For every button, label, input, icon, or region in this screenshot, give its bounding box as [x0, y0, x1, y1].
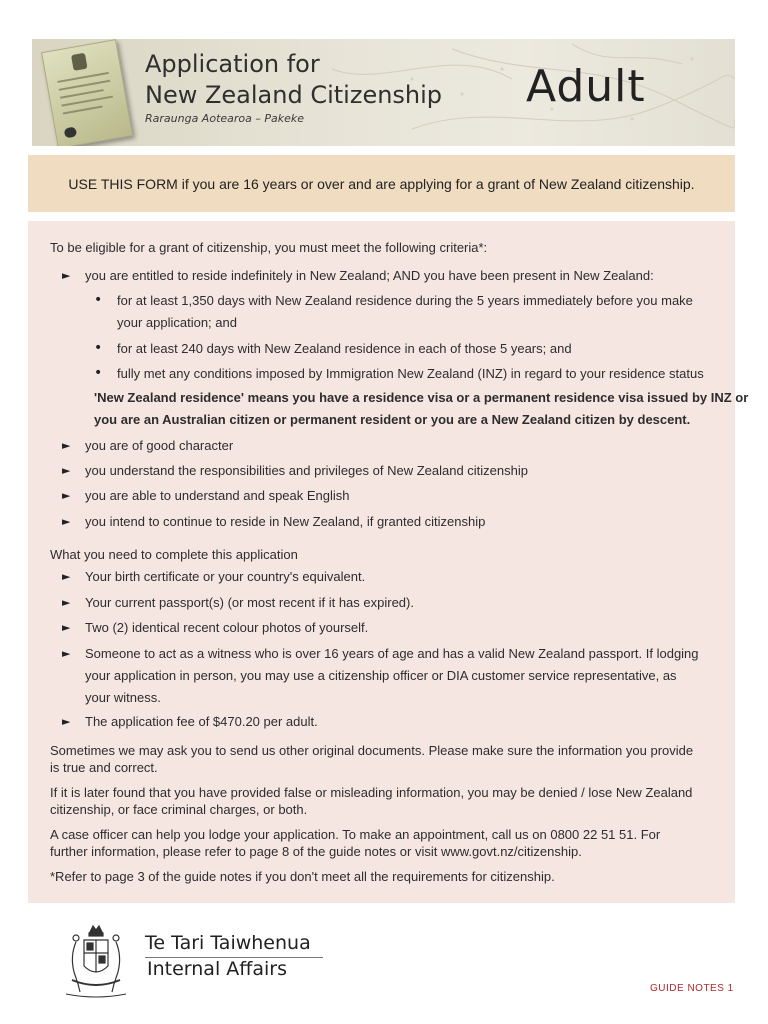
- page-label: GUIDE NOTES 1: [650, 983, 734, 994]
- triangle-right-icon: ►: [62, 464, 71, 477]
- usage-banner-text: USE THIS FORM if you are 16 years or over and are applying for a grant of New Zealand citizenship.: [68, 175, 695, 192]
- eligibility-subitem: for at least 240 days with New Zealand residence in each of those 5 years; and: [117, 341, 572, 356]
- requirement-item-cont: your witness.: [85, 690, 161, 705]
- form-header: [32, 39, 735, 146]
- form-type-label: Adult: [526, 61, 646, 112]
- triangle-right-icon: ►: [62, 570, 71, 583]
- triangle-right-icon: ►: [62, 715, 71, 728]
- triangle-right-icon: ►: [62, 515, 71, 528]
- note-paragraph: Sometimes we may ask you to send us other original documents. Please make sure the information you provide: [50, 743, 694, 758]
- note-paragraph: If it is later found that you have provided false or misleading information, you may be denied / lose New Zealand: [50, 785, 693, 800]
- footnote: *Refer to page 3 of the guide notes if you don't meet all the requirements for citizenship.: [50, 869, 555, 884]
- dot-icon: •: [94, 365, 103, 381]
- eligibility-item: you understand the responsibilities and privileges of New Zealand citizenship: [85, 463, 528, 478]
- usage-banner: [28, 155, 735, 212]
- residence-definition: 'New Zealand residence' means you have a residence visa or a permanent residence visa issued by INZ or: [94, 390, 749, 405]
- dot-icon: •: [94, 340, 103, 356]
- requirement-item: The application fee of $470.20 per adult.: [85, 714, 318, 729]
- residence-definition-cont: you are an Australian citizen or permanent resident or you are a New Zealand citizen by descent.: [94, 412, 691, 427]
- triangle-right-icon: ►: [62, 621, 71, 634]
- title-line-1: Application for: [145, 50, 320, 78]
- note-paragraph-cont: citizenship, or face criminal charges, or both.: [50, 802, 308, 817]
- requirements-heading: What you need to complete this application: [50, 547, 298, 562]
- eligibility-item: you intend to continue to reside in New Zealand, if granted citizenship: [85, 514, 486, 529]
- requirement-item: Your current passport(s) (or most recent if it has expired).: [85, 595, 414, 610]
- note-paragraph-cont: is true and correct.: [50, 760, 158, 775]
- dot-icon: •: [94, 292, 103, 308]
- requirement-item: Someone to act as a witness who is over 16 years of age and has a valid New Zealand passport. If lodging: [85, 646, 699, 661]
- requirement-item: Two (2) identical recent colour photos of yourself.: [85, 620, 369, 635]
- title-line-2: New Zealand Citizenship: [145, 81, 443, 109]
- eligibility-item: you are of good character: [85, 438, 234, 453]
- note-paragraph-cont: further information, please refer to page 8 of the guide notes or visit www.govt.nz/citizenship.: [50, 844, 582, 859]
- eligibility-subitem: for at least 1,350 days with New Zealand residence during the 5 years immediately before you make: [117, 293, 693, 308]
- page-title: [145, 49, 442, 111]
- org-name-maori: Te Tari Taiwhenua: [145, 932, 311, 954]
- eligibility-subitem-cont: your application; and: [117, 315, 237, 330]
- org-name-english: Internal Affairs: [147, 958, 287, 980]
- eligibility-item: you are able to understand and speak English: [85, 488, 350, 503]
- triangle-right-icon: ►: [62, 439, 71, 452]
- eligibility-item: you are entitled to reside indefinitely in New Zealand; AND you have been present in New Zealand:: [85, 268, 654, 283]
- coat-of-arms-icon: [56, 922, 136, 1000]
- note-paragraph: A case officer can help you lodge your application. To make an appointment, call us on 0800 22 51 51. For: [50, 827, 661, 842]
- requirement-item-cont: your application in person, you may use a citizenship officer or DIA customer service representative, as: [85, 668, 677, 683]
- eligibility-subitem: fully met any conditions imposed by Immigration New Zealand (INZ) in regard to your residence status: [117, 366, 704, 381]
- triangle-right-icon: ►: [62, 269, 71, 282]
- triangle-right-icon: ►: [62, 489, 71, 502]
- triangle-right-icon: ►: [62, 647, 71, 660]
- eligibility-intro: To be eligible for a grant of citizenship, you must meet the following criteria*:: [50, 240, 488, 255]
- page-subtitle: Raraunga Aotearoa – Pakeke: [145, 112, 305, 125]
- requirement-item: Your birth certificate or your country's equivalent.: [85, 569, 366, 584]
- triangle-right-icon: ►: [62, 596, 71, 609]
